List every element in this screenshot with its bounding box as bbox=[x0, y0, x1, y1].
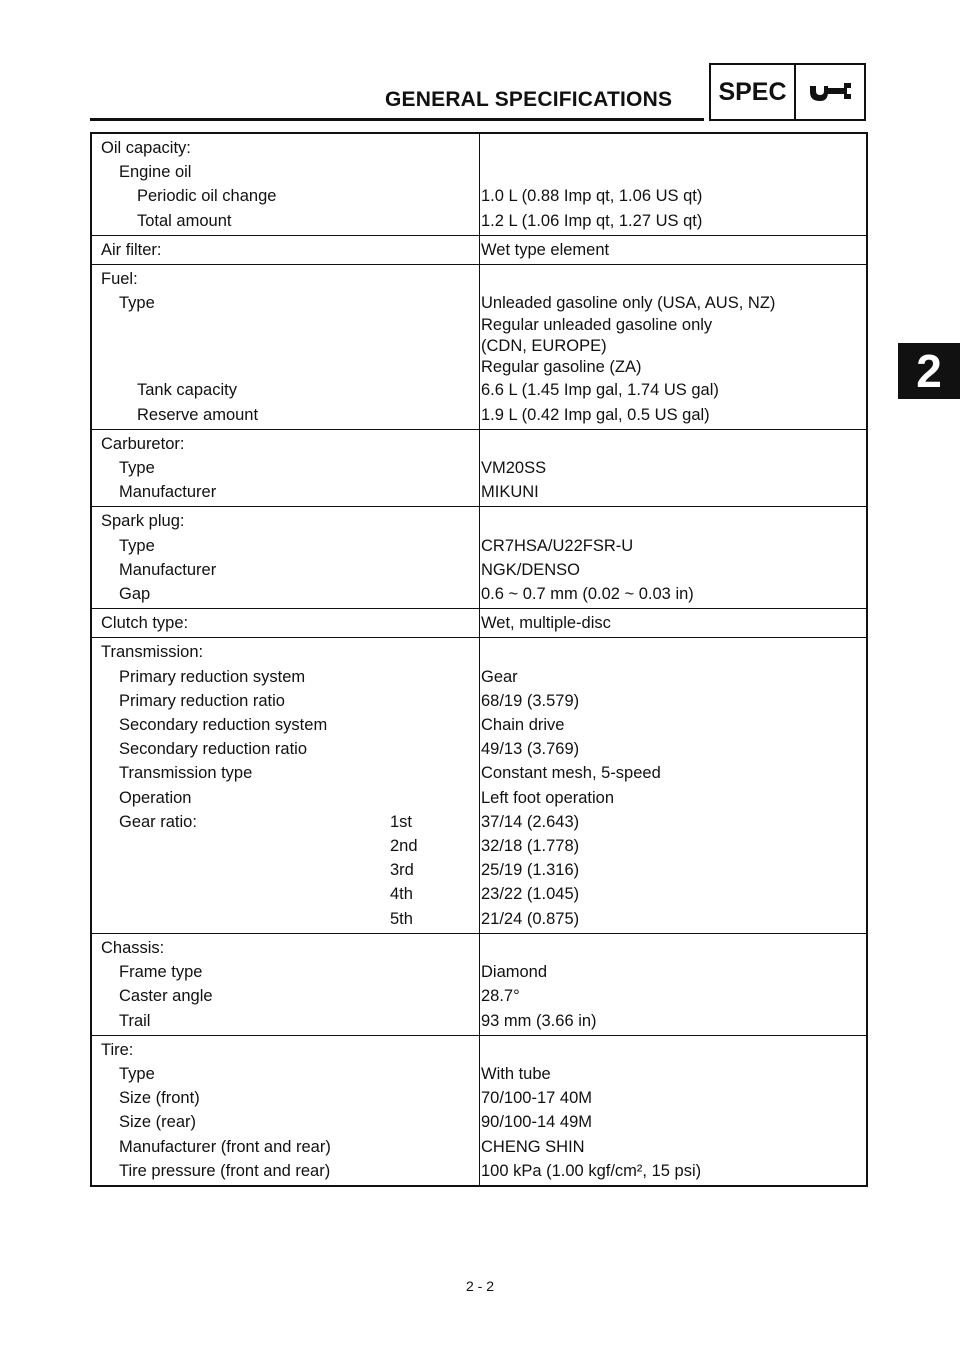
gear-number: 2nd bbox=[390, 837, 418, 856]
section-heading-value bbox=[470, 640, 866, 664]
spec-label: Operation bbox=[119, 788, 192, 807]
spec-value-extra: (CDN, EUROPE) bbox=[481, 337, 607, 356]
column-divider bbox=[479, 1036, 480, 1185]
spec-value: 23/22 (1.045) bbox=[481, 885, 580, 904]
spec-label: Type bbox=[119, 459, 155, 478]
spec-value: 32/18 (1.778) bbox=[481, 837, 580, 856]
spec-label: Size (front) bbox=[119, 1089, 200, 1108]
section-heading-value bbox=[470, 509, 866, 533]
spec-value: 1.9 L (0.42 Imp gal, 0.5 US gal) bbox=[481, 405, 710, 424]
spec-value: 25/19 (1.316) bbox=[481, 861, 580, 880]
section-heading-value bbox=[470, 136, 866, 160]
column-divider bbox=[479, 430, 480, 507]
spec-section bbox=[92, 1035, 866, 1185]
spec-value: 100 kPa (1.00 kgf/cm², 15 psi) bbox=[481, 1161, 702, 1180]
spec-table bbox=[90, 132, 868, 1187]
spec-label: Total amount bbox=[137, 211, 232, 230]
spec-label: Type bbox=[119, 536, 155, 555]
column-divider bbox=[479, 507, 480, 608]
column-divider bbox=[479, 134, 480, 235]
spec-value: 93 mm (3.66 in) bbox=[481, 1011, 597, 1030]
spec-value: 28.7° bbox=[481, 987, 520, 1006]
section-heading: Chassis: bbox=[101, 938, 165, 957]
section-heading-value bbox=[470, 936, 866, 960]
spec-value: 49/13 (3.769) bbox=[481, 740, 580, 759]
spec-badge bbox=[709, 63, 866, 121]
spec-value: 70/100-17 40M bbox=[481, 1089, 592, 1108]
spec-value: CHENG SHIN bbox=[481, 1137, 585, 1156]
spec-label: Tire pressure (front and rear) bbox=[119, 1161, 331, 1180]
gear-number: 3rd bbox=[390, 861, 414, 880]
spec-section bbox=[92, 608, 866, 637]
spec-section bbox=[92, 933, 866, 1035]
gear-number: 5th bbox=[390, 909, 413, 928]
spec-label: Primary reduction system bbox=[119, 667, 306, 686]
spec-section bbox=[92, 637, 866, 932]
gear-number: 4th bbox=[390, 885, 413, 904]
spec-label: Tank capacity bbox=[137, 381, 237, 400]
column-divider bbox=[479, 934, 480, 1035]
spec-value: Unleaded gasoline only (USA, AUS, NZ) bbox=[481, 294, 776, 313]
spec-section bbox=[92, 235, 866, 264]
section-heading-value: Wet, multiple-disc bbox=[481, 614, 611, 633]
spec-label: Size (rear) bbox=[119, 1113, 197, 1132]
spec-value-extra: Regular gasoline (ZA) bbox=[481, 358, 642, 377]
section-heading: Air filter: bbox=[101, 240, 162, 259]
column-divider bbox=[479, 265, 480, 429]
section-heading: Transmission: bbox=[101, 643, 204, 662]
spec-label: Engine oil bbox=[119, 163, 192, 182]
spec-value: MIKUNI bbox=[481, 483, 539, 502]
spec-label: Manufacturer bbox=[119, 483, 217, 502]
spec-label: Reserve amount bbox=[137, 405, 259, 424]
wrench-icon bbox=[796, 65, 864, 119]
spec-section bbox=[92, 429, 866, 507]
spec-value: Constant mesh, 5-speed bbox=[481, 764, 661, 783]
spec-value: 68/19 (3.579) bbox=[481, 691, 580, 710]
spec-value: Left foot operation bbox=[481, 788, 615, 807]
spec-label: Type bbox=[119, 1064, 155, 1083]
spec-section bbox=[92, 506, 866, 608]
spec-label: Gap bbox=[119, 585, 151, 604]
spec-value: 37/14 (2.643) bbox=[481, 812, 580, 831]
column-divider bbox=[479, 638, 480, 932]
spec-label: Type bbox=[119, 294, 155, 313]
spec-label: Frame type bbox=[119, 963, 203, 982]
gear-number: 1st bbox=[390, 812, 413, 831]
section-heading-value bbox=[470, 267, 866, 291]
spec-value: NGK/DENSO bbox=[481, 560, 581, 579]
spec-section bbox=[92, 134, 866, 235]
section-heading: Carburetor: bbox=[101, 434, 185, 453]
spec-badge-label: SPEC bbox=[711, 65, 796, 119]
section-heading-value bbox=[470, 1038, 866, 1062]
spec-value: 0.6 ~ 0.7 mm (0.02 ~ 0.03 in) bbox=[481, 585, 694, 604]
spec-label: Caster angle bbox=[119, 987, 213, 1006]
spec-label: Secondary reduction ratio bbox=[119, 740, 308, 759]
section-heading: Oil capacity: bbox=[101, 139, 191, 157]
spec-value: CR7HSA/U22FSR-U bbox=[481, 536, 634, 555]
spec-value: 1.0 L (0.88 Imp qt, 1.06 US qt) bbox=[481, 187, 703, 206]
spec-label: Periodic oil change bbox=[137, 187, 277, 206]
spec-value-extra: Regular unleaded gasoline only bbox=[481, 316, 713, 335]
chapter-tab: 2 bbox=[898, 343, 960, 399]
spec-label: Transmission type bbox=[119, 764, 253, 783]
spec-label: Manufacturer (front and rear) bbox=[119, 1137, 331, 1156]
spec-value: VM20SS bbox=[481, 459, 547, 478]
spec-section bbox=[92, 264, 866, 429]
section-heading-value: Wet type element bbox=[481, 240, 610, 259]
spec-value: Gear bbox=[481, 667, 518, 686]
spec-value: Chain drive bbox=[481, 716, 565, 735]
header-rule bbox=[90, 118, 704, 121]
spec-value: 6.6 L (1.45 Imp gal, 1.74 US gal) bbox=[481, 381, 719, 400]
spec-label: Gear ratio: bbox=[119, 812, 197, 831]
column-divider bbox=[479, 609, 480, 637]
spec-value: Diamond bbox=[481, 963, 548, 982]
section-heading-value bbox=[470, 432, 866, 456]
spec-label: Primary reduction ratio bbox=[119, 691, 285, 710]
spec-value: With tube bbox=[481, 1064, 551, 1083]
page-title: GENERAL SPECIFICATIONS bbox=[385, 88, 673, 111]
section-heading: Clutch type: bbox=[101, 614, 189, 633]
spec-label: Trail bbox=[119, 1011, 151, 1030]
spec-value: 1.2 L (1.06 Imp qt, 1.27 US qt) bbox=[481, 211, 703, 230]
column-divider bbox=[479, 236, 480, 264]
spec-value: 90/100-14 49M bbox=[481, 1113, 592, 1132]
section-heading: Fuel: bbox=[101, 270, 138, 289]
section-heading: Tire: bbox=[101, 1040, 134, 1059]
page-number: 2 - 2 bbox=[465, 1278, 494, 1294]
spec-label: Manufacturer bbox=[119, 560, 217, 579]
section-heading: Spark plug: bbox=[101, 512, 185, 531]
spec-label: Secondary reduction system bbox=[119, 716, 328, 735]
spec-value: 21/24 (0.875) bbox=[481, 909, 580, 928]
